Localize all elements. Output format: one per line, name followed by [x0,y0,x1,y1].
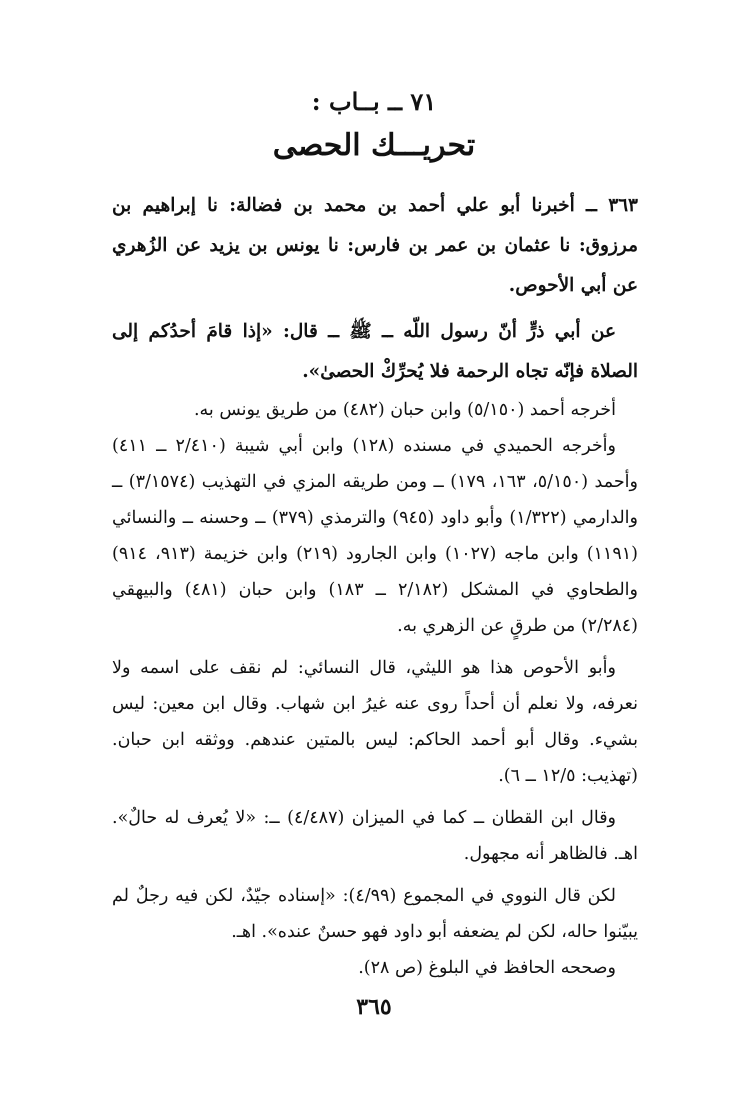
chapter-number-heading: ٧١ ــ بــاب : [311,87,437,116]
nawawi-paragraph: لكن قال النووي في المجموع (٤/٩٩): «إسناده جيّدٌ، لكن فيه رجلٌ لم يبيّنوا حاله، لكن لم يضعفه أبو داود فهو حسنٌ عنده». اهـ. [112,886,638,942]
page-number: ٣٦٥ [356,994,392,1020]
page-body [112,186,638,986]
hadith-isnad-paragraph: ٣٦٣ ــ أخبرنا أبو علي أحمد بن محمد بن فضالة: نا إبراهيم بن مرزوق: نا عثمان بن عمر بن فارس: نا يونس بن يزيد عن الزُهري عن أبي الأحوص. [112,195,638,296]
narrator-note-paragraph: وأبو الأحوص هذا هو الليثي، قال النسائي: لم نقف على اسمه ولا نعرفه، ولا نعلم أن أحداً روى عنه غيرُ ابن شهاب. وقال ابن معين: ليس بشيء. وقال أبو أحمد الحاكم: ليس بالمتين عندهم. ووثقه ابن حبان. (تهذيب: ١٢/٥ ــ ٦). [112,658,638,786]
hafiz-paragraph: وصححه الحافظ في البلوغ (ص ٢٨). [358,958,616,978]
takhrij-paragraph-1: أخرجه أحمد (٥/١٥٠) وابن حبان (٤٨٢) من طريق يونس به. [193,400,616,420]
takhrij-paragraph-2: وأخرجه الحميدي في مسنده (١٢٨) وابن أبي شيبة (٢/٤١٠ ــ ٤١١) وأحمد (٥/١٥٠، ١٦٣، ١٧٩) ــ ومن طريقه المزي في التهذيب (٣/١٥٧٤) ــ والدارمي (١/٣٢٢) وأبو داود (٩٤٥) والترمذي (٣٧٩) ــ وحسنه ــ والنسائي (١١٩١) وابن ماجه (١٠٢٧) وابن الجارود (٢١٩) وابن خزيمة (٩١٣، ٩١٤) والطحاوي في المشكل (٢/١٨٢ ــ ١٨٣) وابن حبان (٤٨١) والبيهقي (٢/٢٨٤) من طرقٍ عن الزهري به. [112,436,639,636]
chapter-title: تحريـــك الحصى [272,128,476,163]
hadith-matn-paragraph: عن أبي ذرٍّ أنّ رسول اللّه ــ ﷺ ــ قال: «إذا قامَ أحدُكم إلى الصلاة فإنّه تجاه الرحمة فلا يُحرِّكْ الحصىٰ». [112,321,638,382]
ibn-qattan-paragraph: وقال ابن القطان ــ كما في الميزان (٤/٤٨٧) ــ: «لا يُعرف له حالٌ». اهـ. فالظاهر أنه مجهول. [112,808,638,864]
